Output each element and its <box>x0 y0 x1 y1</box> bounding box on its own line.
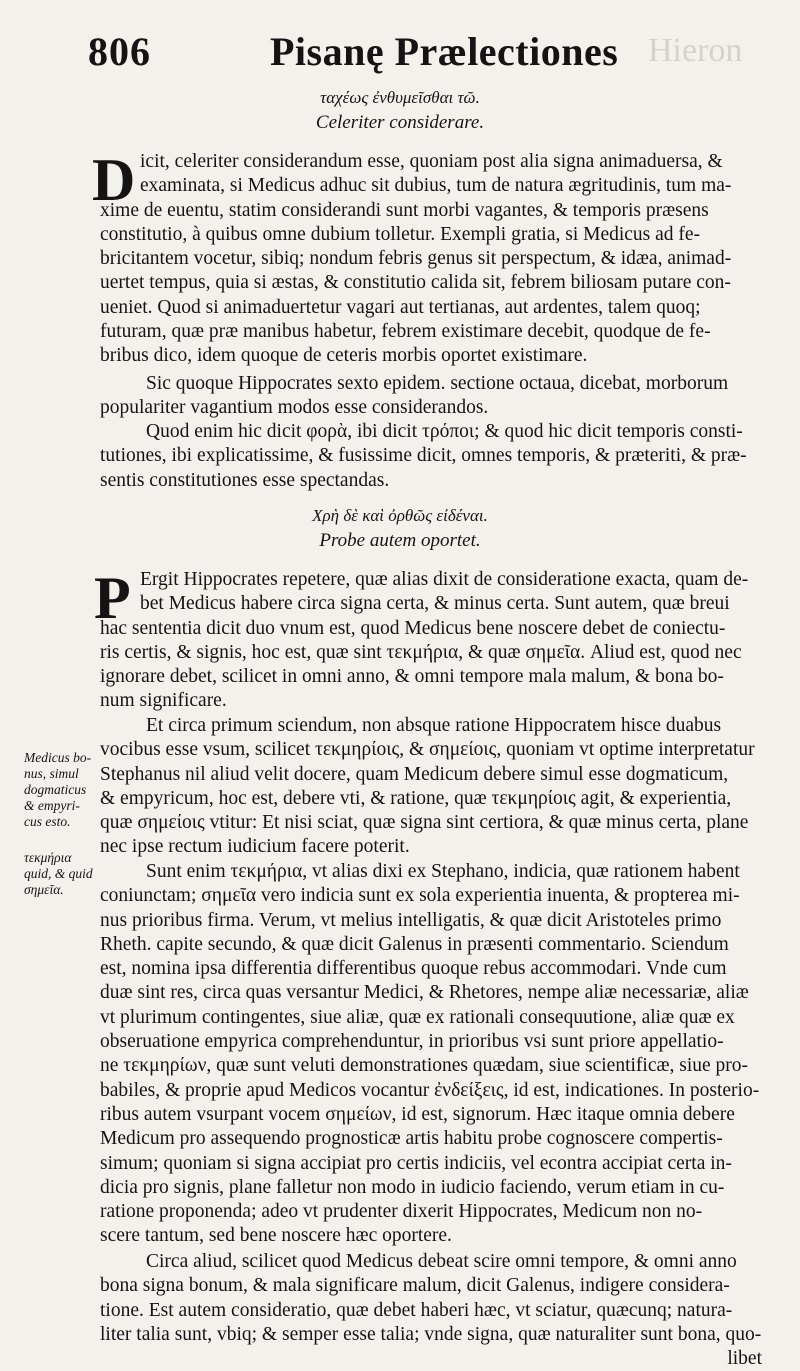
text-line: simum; quoniam si signa accipiat pro certis indiciis, vel econtra accipiat certa in- <box>100 1152 732 1174</box>
text-line: ris certis, & signis, hoc est, quæ sint τεκμήρια, & quæ σημεῖα. Aliud est, quod nec <box>100 641 742 663</box>
text-line: dogmaticus <box>24 782 87 797</box>
text-line: dicia pro signis, plane falletur non modo in iudicio faciendo, verum etiam in cu- <box>100 1176 725 1198</box>
section1-paragraph <box>100 150 762 369</box>
text-line: examinata, si Medicus adhuc sit dubius, tum de natura ægritudinis, tum ma- <box>140 175 732 197</box>
margin-note-medicus <box>24 750 102 830</box>
text-line: libet <box>727 1348 762 1370</box>
text-line: vocibus esse vsum, scilicet τεκμηρίοις, & σημείοις, quoniam vt optime interpretatur <box>100 739 755 761</box>
section2-paragraph-2 <box>100 714 762 860</box>
text-line: ignorare debet, scilicet in omni anno, & omni tempore mala malum, & bona bo- <box>100 666 724 688</box>
text-line: quæ σημείοις vtitur: Et nisi sciat, quæ signa sint certiora, & quæ minus certa, plane <box>100 812 749 834</box>
page-number: 806 <box>88 29 151 74</box>
text-line: nus, simul <box>24 766 79 781</box>
text-line: populariter vagantium modos esse considerandos. <box>100 397 489 419</box>
text-line: tione. Est autem consideratio, quæ debet haberi hæc, vt sciatur, quæcunq; natura- <box>100 1299 733 1321</box>
section2-greek-heading: Χρὴ δὲ καὶ ὀρθῶς εἰδέναι. <box>312 506 488 525</box>
text-line: tutiones, ibi explicatissime, & fusissime dicit, omnes temporis, & præteriti, & præ- <box>100 445 747 467</box>
section2-paragraph-4 <box>100 1250 762 1371</box>
text-line: Medicus bo- <box>24 750 92 765</box>
text-line: Sic quoque Hippocrates sexto epidem. sectione octaua, dicebat, morborum <box>146 373 729 394</box>
text-line: icit, celeriter considerandum esse, quoniam post alia signa animaduersa, & <box>140 151 723 172</box>
text-line: obseruatione empyrica comprehenduntur, in prioribus vsi sunt priore appellatio- <box>100 1031 724 1053</box>
text-line: ne τεκμηρίων, quæ sunt veluti demonstrationes quædam, siue scientificæ, siue pro- <box>100 1055 749 1077</box>
text-line: σημεῖα. <box>24 882 64 897</box>
bleed-through-text: Hieron <box>648 32 743 69</box>
margin-note-tekmeria <box>24 850 102 898</box>
text-line: Quod enim hic dicit φορὰ, ibi dicit τρόποι; & quod hic dicit temporis consti- <box>146 421 743 442</box>
text-line: vt plurimum contingentes, siue aliæ, quæ ex rationali consequutione, aliæ quæ ex <box>100 1006 735 1028</box>
text-line: τεκμήρια <box>24 850 72 865</box>
text-line: bribus dico, idem quoque de ceteris morbis oportet existimare. <box>100 345 588 367</box>
text-line: constitutio, à quibus omne dubium tolletur. Exempli gratia, si Medicus ad fe- <box>100 223 701 245</box>
text-line: futuram, quæ præ manibus habetur, febrem existimare decebit, quodque de fe- <box>100 321 711 343</box>
text-line: sentis constitutiones esse spectandas. <box>100 469 390 491</box>
running-title: Pisanę Prælectiones <box>270 29 619 74</box>
text-line: coniunctam; σημεῖα vero indicia sunt ex sola experientia inuenta, & propterea mi- <box>100 885 740 907</box>
text-line: uertet tempus, quia si æstas, & constitutio calida sit, febrem biliosam putare con- <box>100 272 731 294</box>
text-line: bet Medicus habere circa signa certa, & minus certa. Sunt autem, quæ breui <box>140 593 730 615</box>
page-header <box>88 22 788 82</box>
margin-notes <box>24 750 102 898</box>
section2-latin-heading: Probe autem oportet. <box>319 530 481 551</box>
text-line: ueniet. Quod si animaduertetur vagari aut tertianas, aut ardentes, talem quoq; <box>100 296 701 318</box>
text-line: num significare. <box>100 690 227 712</box>
section1-dropcap: D <box>92 147 136 213</box>
text-line: Ergit Hippocrates repetere, quæ alias dixit de consideratione exacta, quam de- <box>140 569 749 590</box>
section1-paragraph-3 <box>100 420 762 493</box>
text-line: nus prioribus firma. Verum, vt melius intelligatis, & quæ dicit Aristoteles primo <box>100 909 722 931</box>
text-line: scere tantum, sed bene noscere hæc oportere. <box>100 1225 452 1247</box>
text-line: nec ipse rectum iudicium facere poterit. <box>100 836 410 858</box>
section1-greek-heading: ταχέως ἐνθυμεῖσθαι τῶ. <box>320 88 480 107</box>
section2-paragraph <box>100 568 762 714</box>
text-line: Et circa primum sciendum, non absque ratione Hippocratem hisce duabus <box>146 715 722 736</box>
text-line: babiles, & proprie apud Medicos vocantur ἐνδείξεις, id est, indicationes. In posterio- <box>100 1079 760 1101</box>
section2-paragraph-3 <box>100 860 762 1249</box>
text-line: liter talia sunt, vbiq; & semper esse talia; vnde signa, quæ naturaliter sunt bona, quo- <box>100 1323 762 1345</box>
text-line: xime de euentu, statim considerandi sunt morbi vagantes, & temporis præsens <box>100 199 709 221</box>
text-line: Circa aliud, scilicet quod Medicus debeat scire omni tempore, & omni anno <box>146 1251 737 1272</box>
text-line: & empyri- <box>24 798 80 813</box>
text-line: ratione proponenda; adeo vt prudenter dixerit Hippocrates, Medicum non no- <box>100 1201 703 1223</box>
text-line: cus esto. <box>24 814 71 829</box>
text-line: Stephanus nil aliud velit docere, quam Medicum debere simul esse dogmaticum, <box>100 763 729 785</box>
section2-dropcap: P <box>94 565 131 631</box>
text-line: Sunt enim τεκμήρια, vt alias dixi ex Stephano, indicia, quæ rationem habent <box>146 861 740 882</box>
text-line: est, nomina ipsa differentia differentibus quoque rebus accommodari. Vnde cum <box>100 958 727 980</box>
text-line: Medicum pro assequendo prognosticæ artis habitu probe cognoscere compertis- <box>100 1128 723 1150</box>
text-line: bricitantem vocetur, sibiq; nondum febris genus sit perspectum, & idæa, animad- <box>100 248 732 270</box>
section1-latin-heading: Celeriter considerare. <box>315 112 485 133</box>
section1-paragraph-2 <box>100 372 762 421</box>
text-line: Rheth. capite secundo, & quæ dicit Galenus in præsenti commentario. Sciendum <box>100 933 729 955</box>
text-line: ribus autem vsurpant vocem σημείων, id est, signorum. Hæc itaque omnia debere <box>100 1103 735 1125</box>
text-line: duæ sint res, circa quas versantur Medici, & Rhetores, nempe aliæ necessariæ, aliæ <box>100 982 749 1004</box>
text-line: hac sententia dicit duo vnum est, quod Medicus bene noscere debet de coniectu- <box>100 617 726 639</box>
text-line: & empyricum, hoc est, debere vti, & ratione, quæ τεκμηρίοις agit, & experientia, <box>100 787 732 809</box>
text-line: quid, & quid <box>24 866 93 881</box>
text-line: bona signa bonum, & mala significare malum, dicit Galenus, indigere considera- <box>100 1275 730 1297</box>
